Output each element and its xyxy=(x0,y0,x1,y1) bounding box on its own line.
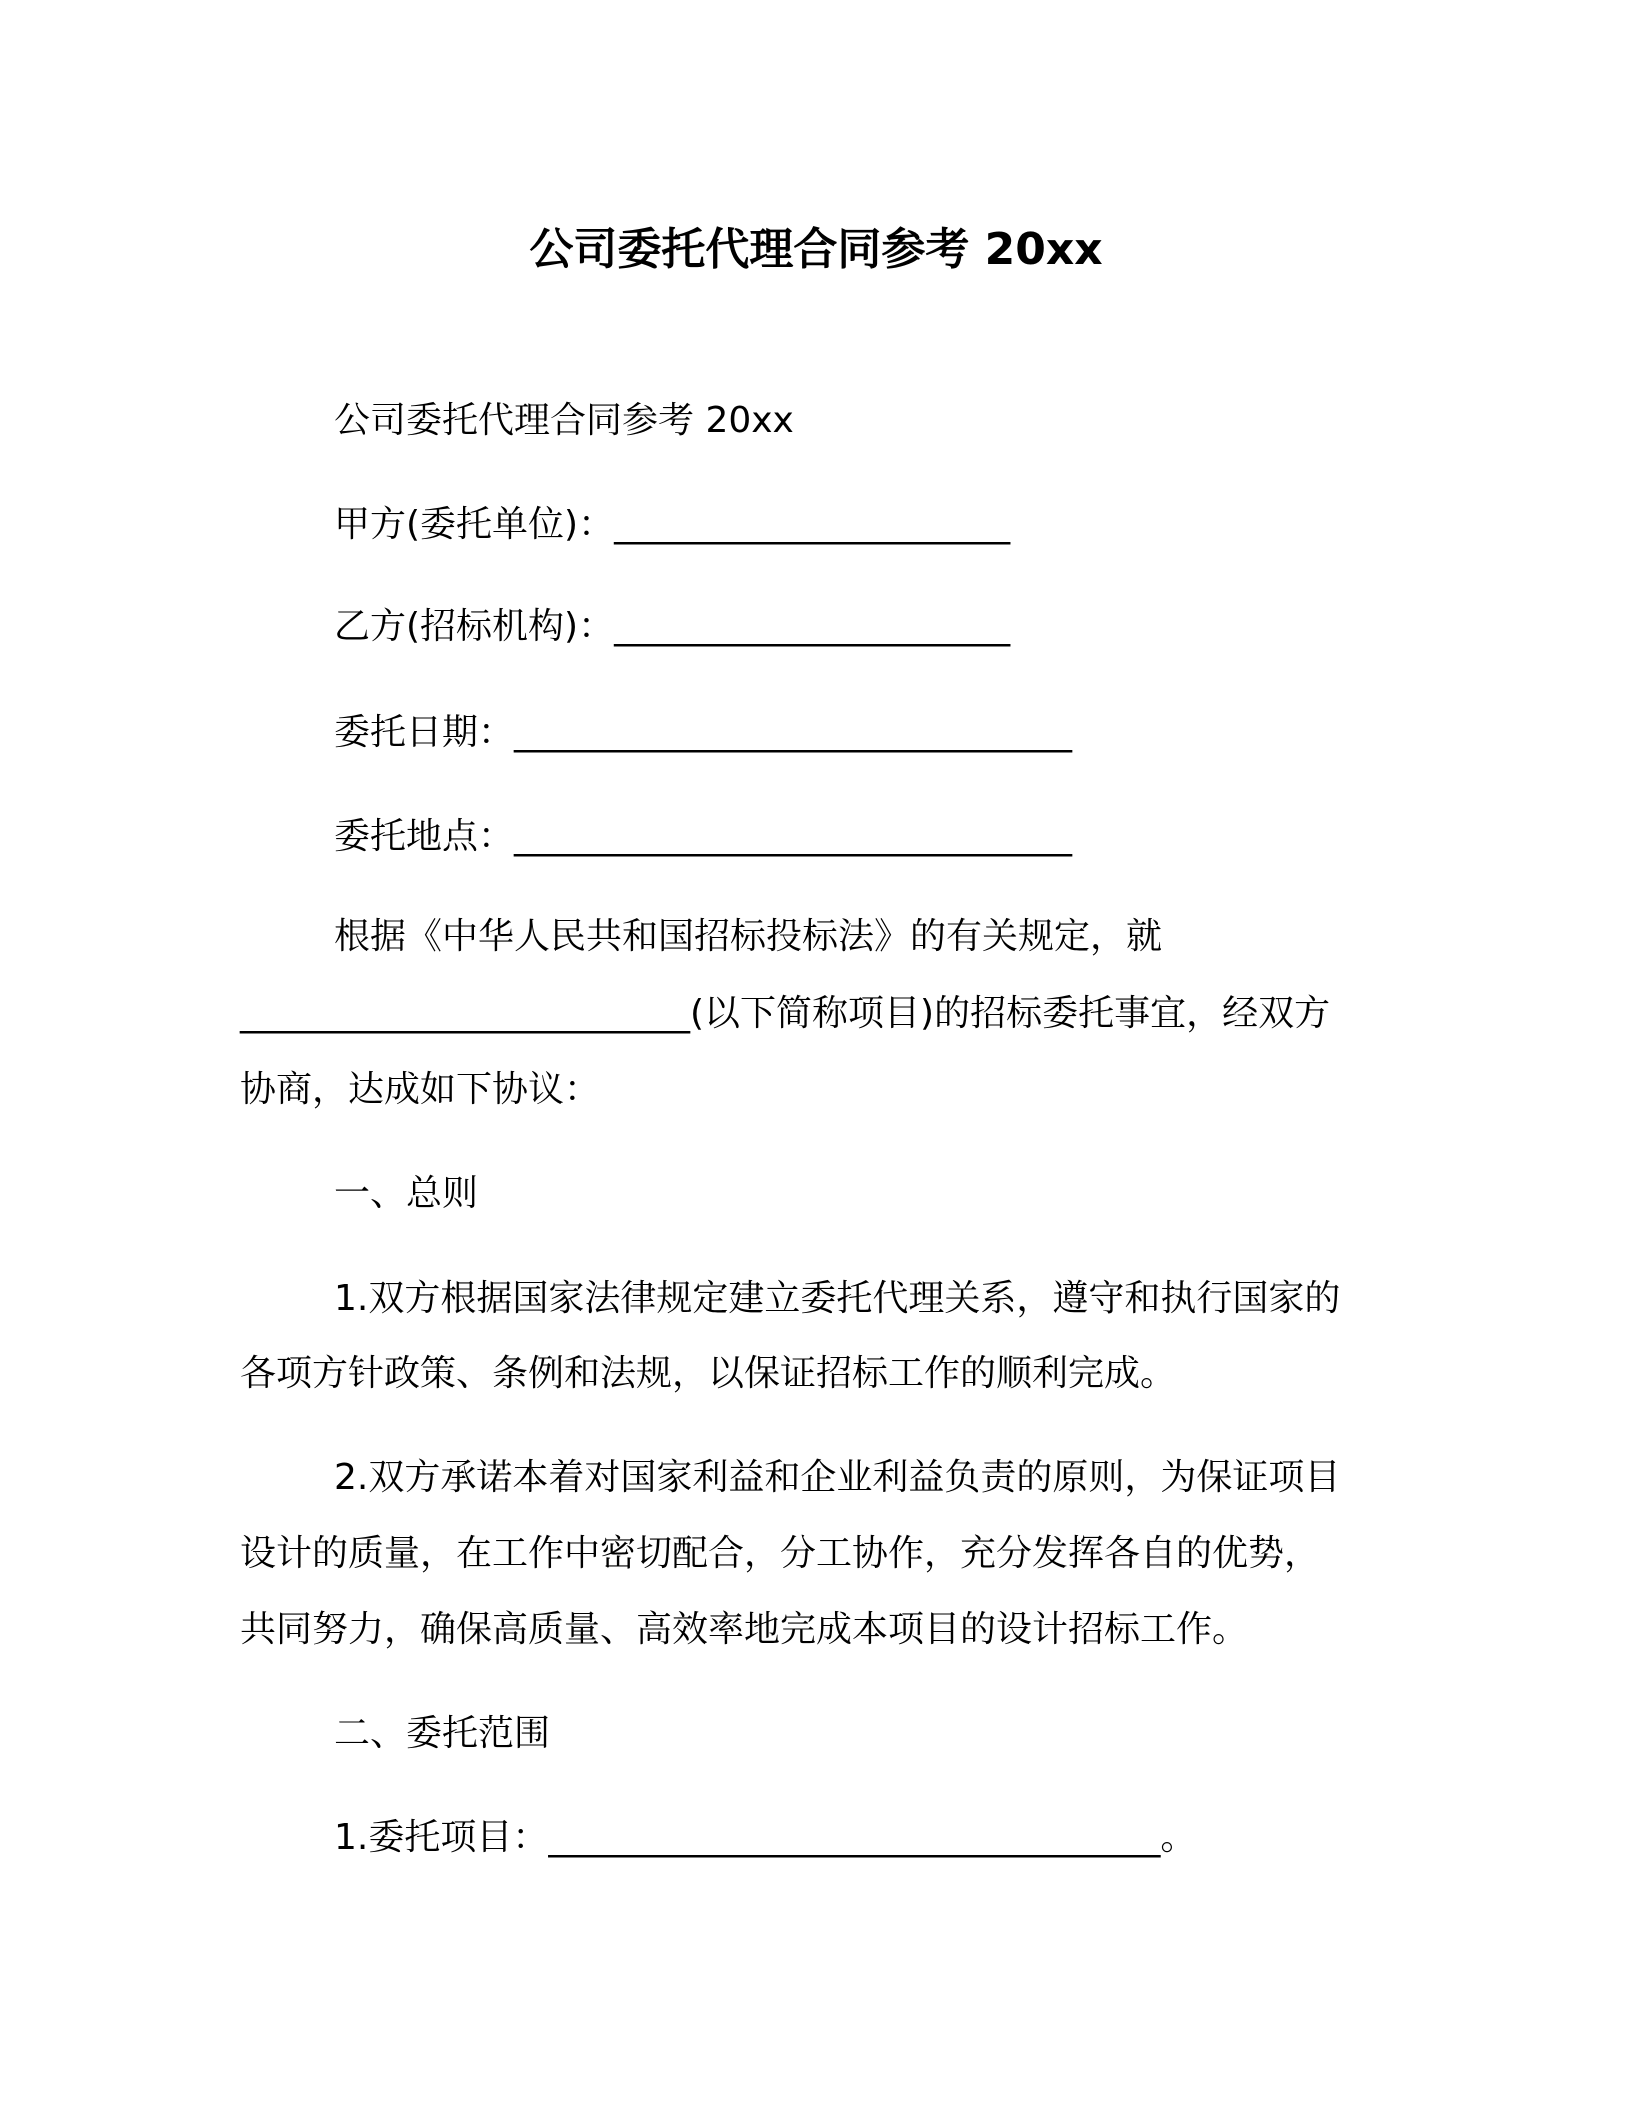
intro-line-3: 协商，达成如下协议： xyxy=(240,1069,601,1110)
section-1-item-1-line-1: 1.双方根据国家法律规定建立委托代理关系，遵守和执行国家的 xyxy=(334,1278,1341,1319)
entrust-date-field: 委托日期：_______________________________ xyxy=(334,712,1073,753)
document-subtitle: 公司委托代理合同参考 20xx xyxy=(334,400,794,441)
section-1-heading: 一、总则 xyxy=(334,1173,479,1214)
intro-line-2: _________________________(以下简称项目)的招标委托事宜，经双方 xyxy=(240,993,1331,1034)
entrust-place-field: 委托地点：_______________________________ xyxy=(334,816,1073,857)
section-2-heading: 二、委托范围 xyxy=(334,1713,551,1754)
party-b-field: 乙方(招标机构)：______________________ xyxy=(334,606,1011,647)
section-1-item-1-line-2: 各项方针政策、条例和法规，以保证招标工作的顺利完成。 xyxy=(240,1353,1177,1394)
document-title: 公司委托代理合同参考 20xx xyxy=(529,224,1103,275)
section-2-item-1: 1.委托项目：__________________________________。 xyxy=(334,1817,1197,1858)
intro-line-1: 根据《中华人民共和国招标投标法》的有关规定，就 xyxy=(334,916,1163,957)
section-1-item-2-line-3: 共同努力，确保高质量、高效率地完成本项目的设计招标工作。 xyxy=(240,1609,1249,1650)
section-1-item-2-line-1: 2.双方承诺本着对国家利益和企业利益负责的原则，为保证项目 xyxy=(334,1457,1341,1498)
section-1-item-2-line-2: 设计的质量，在工作中密切配合，分工协作，充分发挥各自的优势， xyxy=(240,1533,1321,1574)
party-a-field: 甲方(委托单位)：______________________ xyxy=(334,504,1011,545)
